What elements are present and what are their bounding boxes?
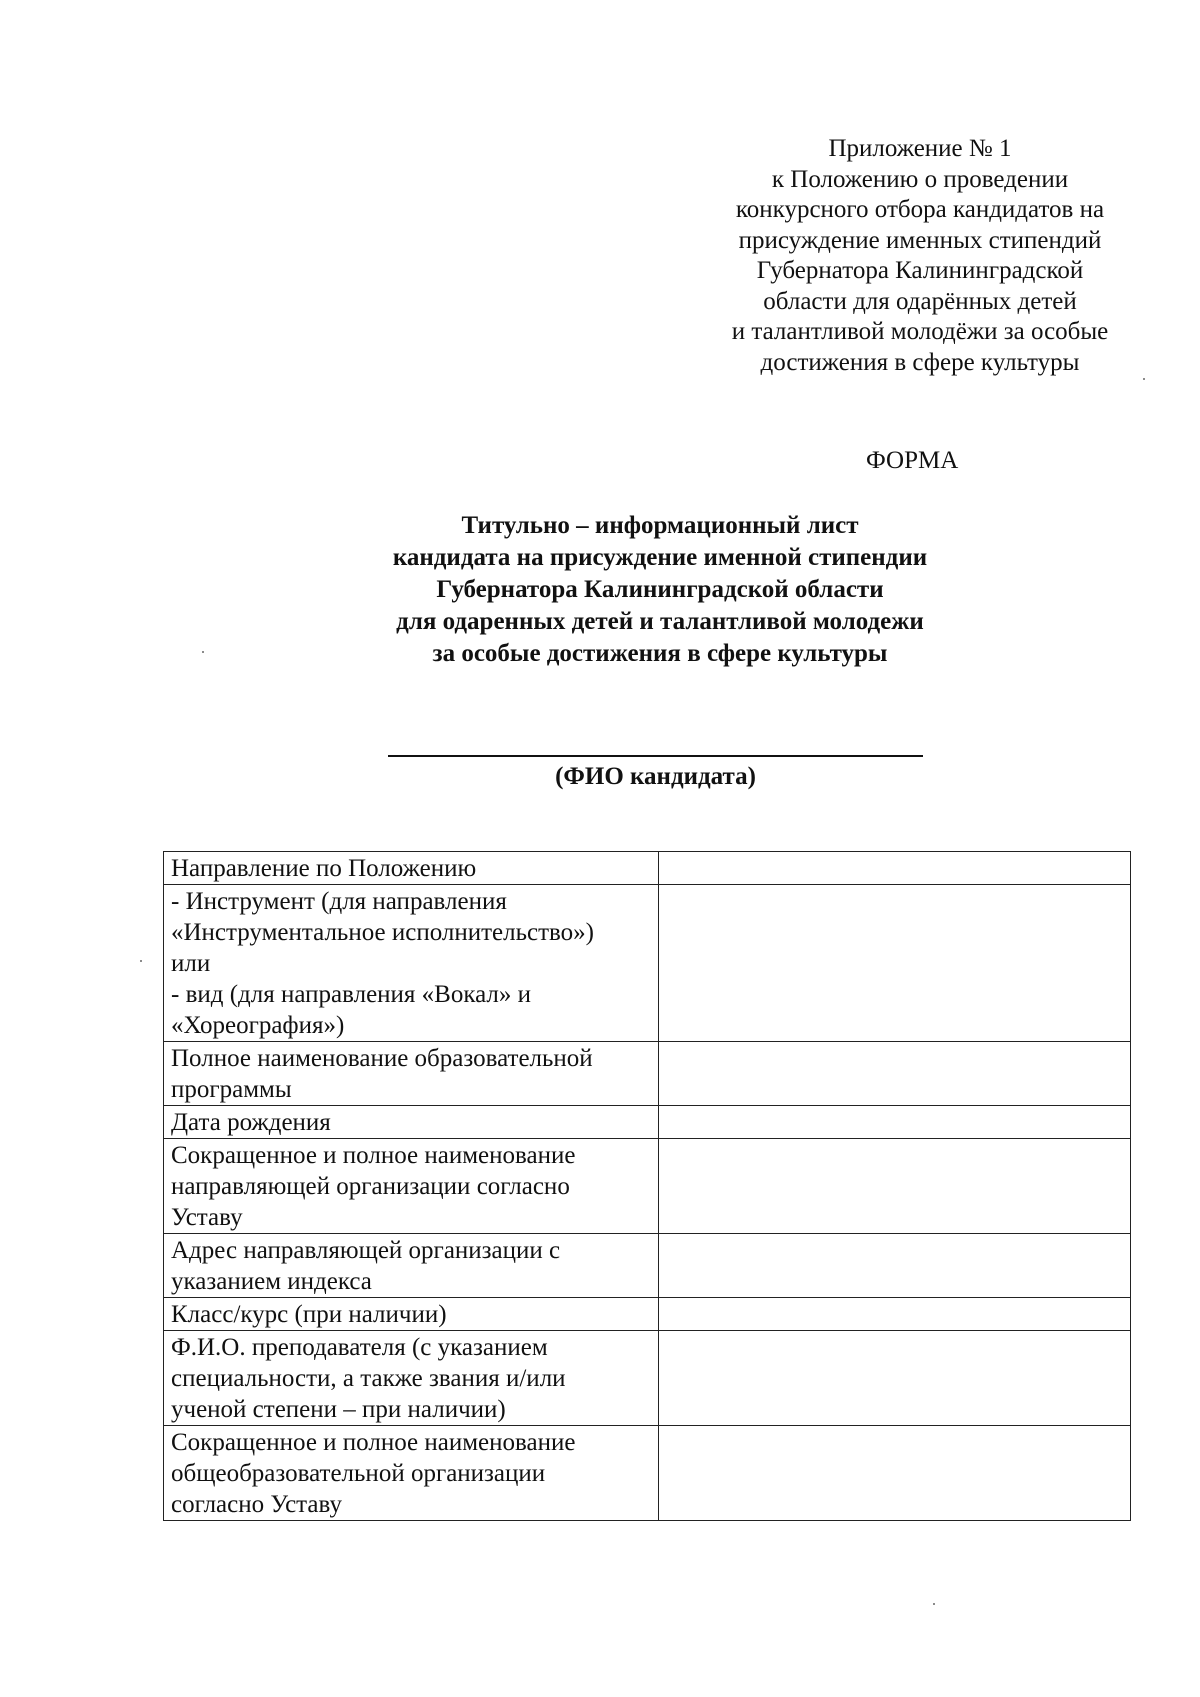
table-body bbox=[164, 852, 1131, 1521]
row-label-cell bbox=[164, 1331, 659, 1426]
row-label-cell bbox=[164, 1106, 659, 1139]
table-row bbox=[164, 1106, 1131, 1139]
appendix-line: области для одарённых детей bbox=[763, 287, 1077, 315]
row-label-line: «Инструментальное исполнительство») bbox=[171, 919, 594, 946]
row-label-cell bbox=[164, 1426, 659, 1521]
scan-speck bbox=[933, 1603, 935, 1605]
title-line: за особые достижения в сфере культуры bbox=[432, 640, 888, 667]
title-line: кандидата на присуждение именной стипендии bbox=[392, 544, 928, 571]
fio-caption: (ФИО кандидата) bbox=[555, 763, 756, 790]
row-value-cell[interactable] bbox=[658, 1426, 1130, 1521]
document-title bbox=[260, 510, 1060, 670]
table-row bbox=[164, 1298, 1131, 1331]
table-row bbox=[164, 852, 1131, 885]
fio-underline bbox=[388, 755, 923, 757]
row-label-line: направляющей организации согласно bbox=[171, 1173, 570, 1200]
appendix-line: Приложение № 1 bbox=[828, 135, 1012, 162]
row-label-cell bbox=[164, 852, 659, 885]
row-label-line: специальности, а также звания и/или bbox=[171, 1365, 566, 1392]
row-label-line: Сокращенное и полное наименование bbox=[171, 1142, 576, 1169]
row-label-line: Ф.И.О. преподавателя (с указанием bbox=[171, 1334, 548, 1361]
title-line: Губернатора Калининградской области bbox=[436, 576, 884, 603]
row-value-cell[interactable] bbox=[658, 1042, 1130, 1106]
table-row bbox=[164, 1042, 1131, 1106]
row-label-line: программы bbox=[171, 1076, 292, 1103]
row-label-cell bbox=[164, 1234, 659, 1298]
row-label-cell bbox=[164, 1042, 659, 1106]
row-value-cell[interactable] bbox=[658, 1298, 1130, 1331]
row-value-cell[interactable] bbox=[658, 1139, 1130, 1234]
table-row bbox=[164, 1139, 1131, 1234]
row-label-line: указанием индекса bbox=[171, 1268, 372, 1295]
row-label-cell bbox=[164, 1139, 659, 1234]
appendix-header bbox=[700, 134, 1140, 378]
form-label: ФОРМА bbox=[866, 447, 959, 474]
appendix-line: присуждение именных стипендий bbox=[738, 226, 1102, 254]
appendix-line: к Положению о проведении bbox=[771, 165, 1069, 193]
table-row bbox=[164, 1234, 1131, 1298]
row-label-line: Полное наименование образовательной bbox=[171, 1045, 593, 1072]
row-label-line: «Хореография») bbox=[171, 1012, 345, 1039]
appendix-line: конкурсного отбора кандидатов на bbox=[735, 196, 1105, 223]
title-line: для одаренных детей и талантливой молодежи bbox=[396, 608, 924, 635]
row-label-line: Направление по Положению bbox=[171, 855, 477, 882]
candidate-info-table bbox=[163, 851, 1131, 1521]
row-label-line: Дата рождения bbox=[171, 1109, 331, 1136]
row-label-line: Адрес направляющей организации с bbox=[171, 1237, 561, 1264]
row-label-line: ученой степени – при наличии) bbox=[171, 1396, 506, 1423]
row-label-line: или bbox=[171, 950, 211, 977]
table-row bbox=[164, 1331, 1131, 1426]
row-label-line: - Инструмент (для направления bbox=[171, 888, 507, 915]
table-row bbox=[164, 1426, 1131, 1521]
row-label-line: Класс/курс (при наличии) bbox=[171, 1301, 447, 1328]
scan-speck bbox=[202, 651, 204, 653]
row-label-cell bbox=[164, 885, 659, 1042]
table-row bbox=[164, 885, 1131, 1042]
row-label-line: Сокращенное и полное наименование bbox=[171, 1429, 576, 1456]
row-value-cell[interactable] bbox=[658, 1234, 1130, 1298]
appendix-line: и талантливой молодёжи за особые bbox=[731, 318, 1109, 345]
row-label-line: - вид (для направления «Вокал» и bbox=[171, 981, 532, 1008]
row-label-line: общеобразовательной организации bbox=[171, 1460, 546, 1487]
appendix-line: достижения в сфере культуры bbox=[760, 348, 1080, 376]
row-label-line: согласно Уставу bbox=[171, 1491, 342, 1518]
row-label-cell bbox=[164, 1298, 659, 1331]
row-value-cell[interactable] bbox=[658, 885, 1130, 1042]
row-value-cell[interactable] bbox=[658, 1331, 1130, 1426]
row-label-line: Уставу bbox=[171, 1204, 243, 1231]
row-value-cell[interactable] bbox=[658, 1106, 1130, 1139]
title-line: Титульно – информационный лист bbox=[461, 512, 859, 539]
appendix-line: Губернатора Калининградской bbox=[756, 257, 1084, 284]
scan-speck bbox=[140, 960, 142, 962]
row-value-cell[interactable] bbox=[658, 852, 1130, 885]
scan-speck bbox=[1143, 378, 1145, 380]
